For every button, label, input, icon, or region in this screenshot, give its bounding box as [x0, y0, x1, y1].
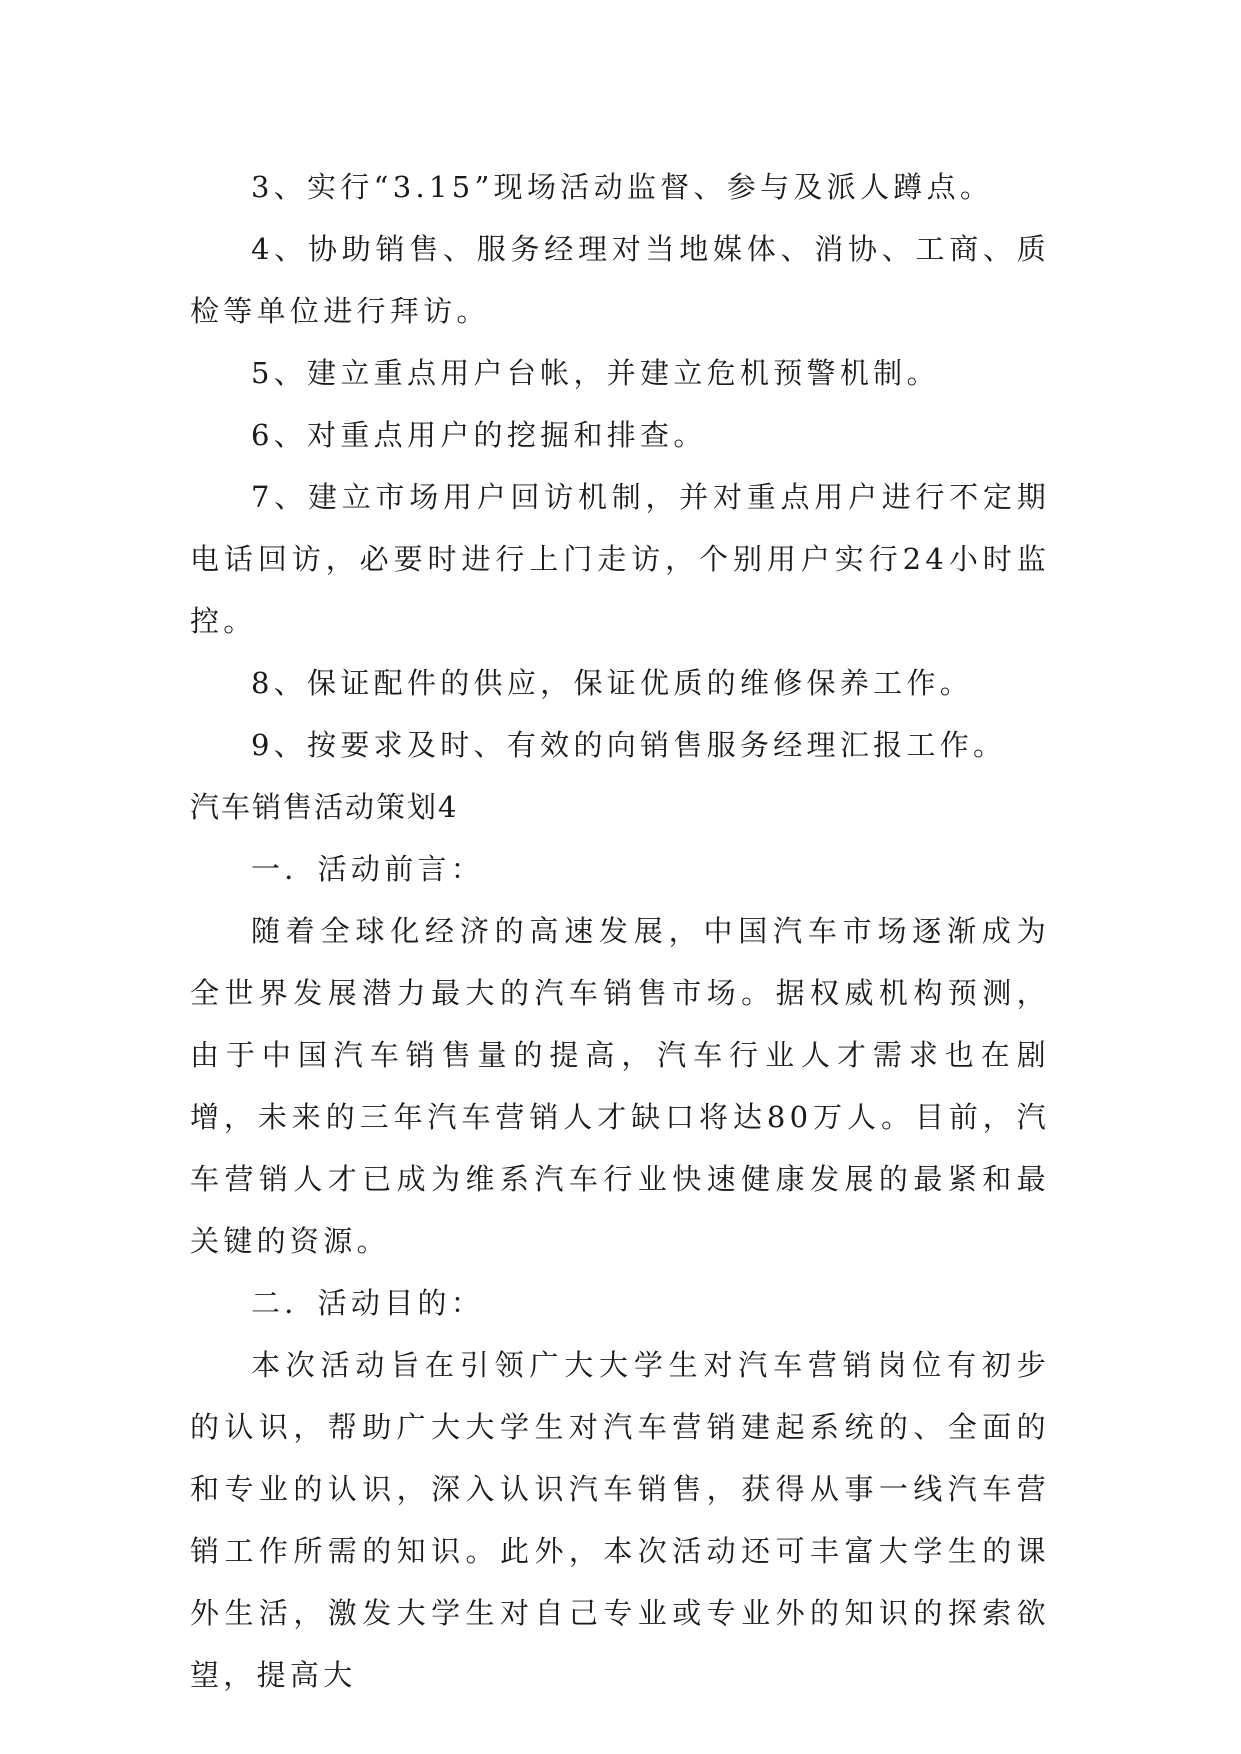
list-item-8: 8、保证配件的供应，保证优质的维修保养工作。 — [251, 666, 974, 700]
document-body — [190, 156, 1050, 1706]
subsection-heading-preface: 一．活动前言： — [251, 852, 485, 886]
purpose-paragraph: 本次活动旨在引领广大大学生对汽车营销岗位有初步的认识，帮助广大大学生对汽车营销建起系统的、全面的和专业的认识，深入认识汽车销售，获得从事一线汽车营销工作所需的知识。此外，本次活动还可丰富大学生的课外生活，激发大学生对自己专业或专业外的知识的探索欲望，提高大 — [190, 1348, 1050, 1692]
list-item-9: 9、按要求及时、有效的向销售服务经理汇报工作。 — [251, 728, 1007, 762]
section-title: 汽车销售活动策划4 — [190, 790, 459, 824]
preface-paragraph: 随着全球化经济的高速发展，中国汽车市场逐渐成为全世界发展潜力最大的汽车销售市场。据权威机构预测，由于中国汽车销售量的提高，汽车行业人才需求也在剧增，未来的三年汽车营销人才缺口将达80万人。目前，汽车营销人才已成为维系汽车行业快速健康发展的最紧和最关键的资源。 — [190, 914, 1050, 1258]
list-item-7: 7、建立市场用户回访机制，并对重点用户进行不定期电话回访，必要时进行上门走访，个别用户实行24小时监控。 — [190, 480, 1050, 638]
list-item-6: 6、对重点用户的挖掘和排查。 — [251, 418, 707, 452]
list-item-4: 4、协助销售、服务经理对当地媒体、消协、工商、质检等单位进行拜访。 — [190, 232, 1050, 328]
subsection-heading-purpose: 二．活动目的： — [251, 1286, 485, 1320]
list-item-3: 3、实行“3.15”现场活动监督、参与及派人蹲点。 — [251, 170, 994, 204]
list-item-5: 5、建立重点用户台帐，并建立危机预警机制。 — [251, 356, 940, 390]
